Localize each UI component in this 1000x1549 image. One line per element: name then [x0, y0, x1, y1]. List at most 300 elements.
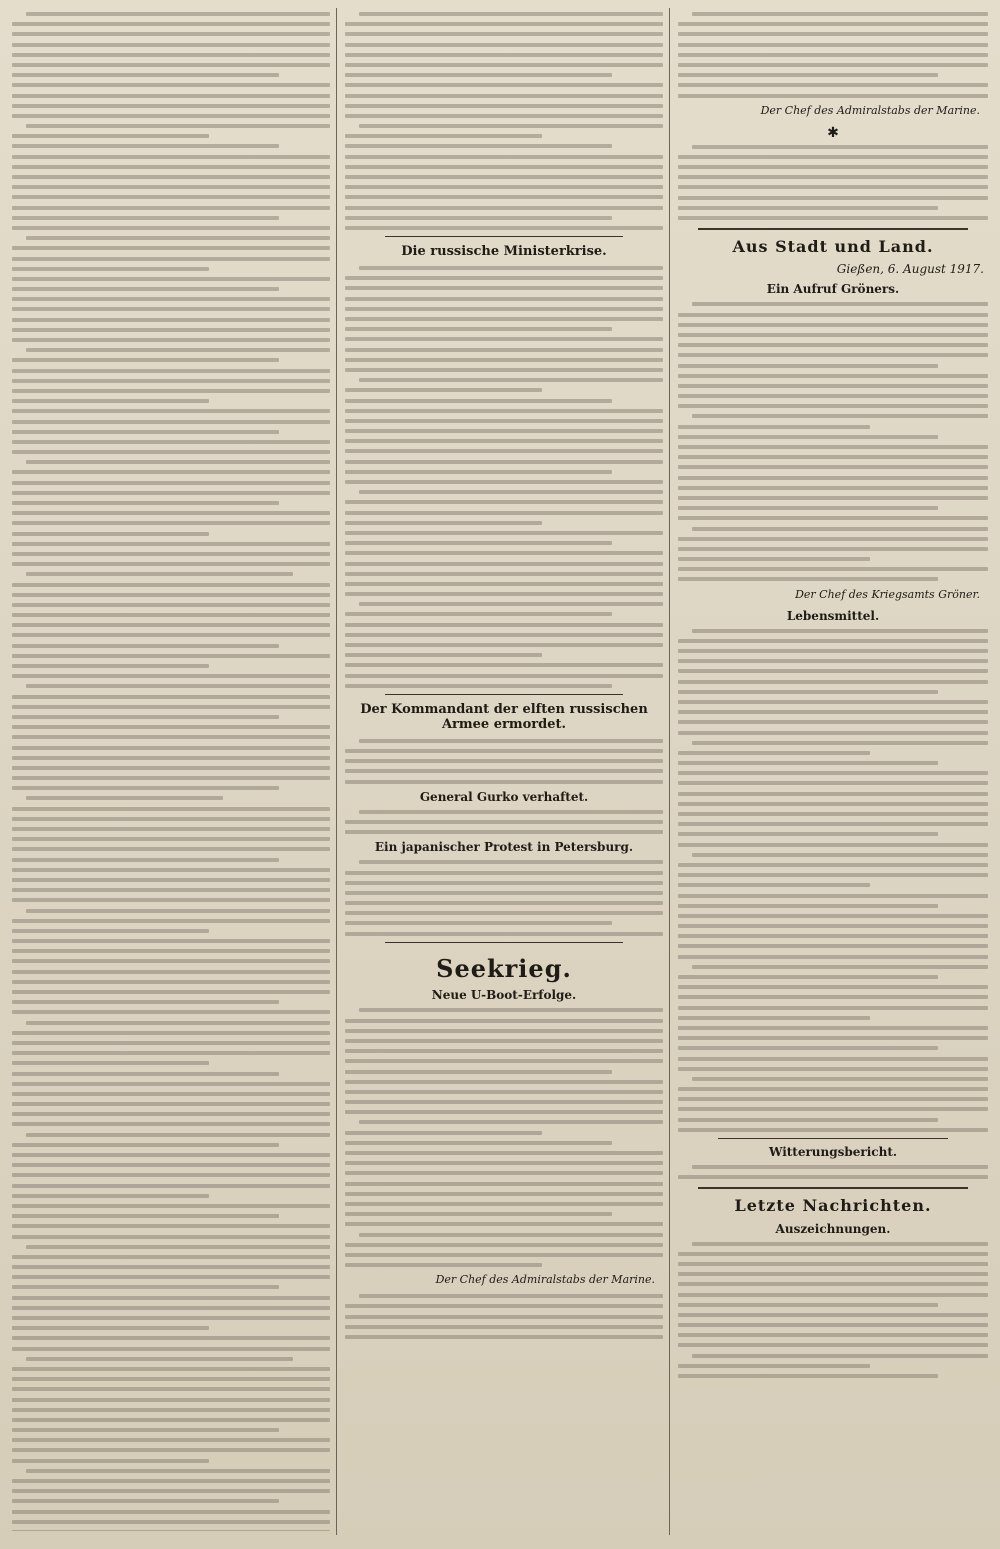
text-line-placeholder — [345, 932, 663, 936]
text-line-placeholder — [359, 378, 663, 382]
text-line-placeholder — [12, 195, 330, 199]
text-line-placeholder — [359, 124, 663, 128]
star-separator: ✱ — [827, 124, 839, 141]
text-line-placeholder — [12, 1000, 279, 1004]
text-line-placeholder — [678, 557, 870, 561]
text-line-placeholder — [678, 832, 938, 836]
text-line-placeholder — [345, 749, 663, 753]
text-line-placeholder — [678, 1313, 988, 1317]
text-line-placeholder — [345, 1100, 663, 1104]
text-line-placeholder — [12, 1265, 330, 1269]
text-line-placeholder — [12, 1408, 330, 1412]
text-line-placeholder — [12, 735, 330, 739]
text-line-placeholder — [345, 663, 663, 667]
text-line-placeholder — [345, 480, 663, 484]
text-line-placeholder — [345, 134, 542, 138]
column-left — [6, 12, 336, 1531]
text-line-placeholder — [12, 1387, 330, 1391]
text-line-placeholder — [678, 700, 988, 704]
text-line-placeholder — [345, 43, 663, 47]
text-line-placeholder — [345, 195, 663, 199]
text-line-placeholder — [12, 257, 330, 261]
text-line-placeholder — [12, 603, 330, 607]
text-line-placeholder — [26, 909, 330, 913]
text-line-placeholder — [678, 185, 988, 189]
text-line-placeholder — [12, 1153, 330, 1157]
text-line-placeholder — [345, 53, 663, 57]
text-line-placeholder — [678, 496, 988, 500]
text-line-placeholder — [12, 134, 209, 138]
text-line-placeholder — [345, 419, 663, 423]
text-line-placeholder — [345, 22, 663, 26]
text-line-placeholder — [678, 894, 988, 898]
text-line-placeholder — [12, 583, 330, 587]
text-line-placeholder — [12, 1214, 279, 1218]
text-line-placeholder — [678, 781, 988, 785]
text-line-placeholder — [345, 1315, 663, 1319]
text-line-placeholder — [345, 470, 612, 474]
text-line-placeholder — [345, 1131, 542, 1135]
divider — [698, 228, 968, 230]
text-line-placeholder — [345, 1171, 663, 1175]
text-line-placeholder — [345, 769, 663, 773]
text-line-placeholder — [678, 1036, 988, 1040]
text-line-placeholder — [12, 1204, 330, 1208]
text-line-placeholder — [12, 532, 209, 536]
text-line-placeholder — [345, 1059, 663, 1063]
text-line-placeholder — [678, 32, 988, 36]
text-line-placeholder — [345, 449, 663, 453]
text-line-placeholder — [12, 746, 330, 750]
text-line-placeholder — [12, 949, 330, 953]
text-line-placeholder — [345, 307, 663, 311]
text-line-placeholder — [345, 317, 663, 321]
text-line-placeholder — [345, 226, 663, 230]
text-line-placeholder — [345, 684, 612, 688]
text-line-placeholder — [345, 551, 663, 555]
text-line-placeholder — [12, 32, 330, 36]
text-line-placeholder — [678, 1128, 988, 1132]
text-line-placeholder — [345, 1182, 663, 1186]
text-line-placeholder — [678, 516, 988, 520]
text-line-placeholder — [678, 1364, 870, 1368]
text-line-placeholder — [678, 680, 988, 684]
text-line-placeholder — [692, 414, 988, 418]
text-line-placeholder — [678, 1333, 988, 1337]
article-body — [345, 739, 663, 784]
text-line-placeholder — [12, 1448, 330, 1452]
text-line-placeholder — [678, 863, 988, 867]
text-line-placeholder — [678, 196, 988, 200]
headline-protest: Ein japanischer Protest in Petersburg. — [374, 840, 634, 855]
text-line-placeholder — [12, 705, 330, 709]
text-line-placeholder — [12, 766, 330, 770]
text-line-placeholder — [359, 490, 663, 494]
text-line-placeholder — [26, 124, 330, 128]
text-line-placeholder — [345, 891, 663, 895]
text-line-placeholder — [678, 486, 988, 490]
text-line-placeholder — [345, 1141, 612, 1145]
text-line-placeholder — [678, 323, 988, 327]
text-line-placeholder — [345, 1202, 663, 1206]
text-line-placeholder — [12, 297, 330, 301]
text-line-placeholder — [12, 114, 330, 118]
text-line-placeholder — [12, 287, 279, 291]
text-line-placeholder — [26, 1469, 330, 1473]
text-line-placeholder — [12, 104, 330, 108]
text-line-placeholder — [345, 881, 663, 885]
article-body — [678, 629, 988, 1132]
text-line-placeholder — [678, 995, 988, 999]
text-line-placeholder — [345, 1304, 663, 1308]
text-line-placeholder — [678, 690, 938, 694]
text-line-placeholder — [678, 22, 988, 26]
text-line-placeholder — [678, 792, 988, 796]
text-line-placeholder — [12, 644, 279, 648]
text-line-placeholder — [345, 206, 663, 210]
text-line-placeholder — [12, 664, 209, 668]
column-middle — [339, 12, 669, 1531]
text-line-placeholder — [12, 1163, 330, 1167]
text-line-placeholder — [12, 83, 330, 87]
text-line-placeholder — [12, 695, 330, 699]
text-line-placeholder — [12, 623, 330, 627]
text-line-placeholder — [345, 1029, 663, 1033]
text-line-placeholder — [345, 1049, 663, 1053]
text-line-placeholder — [12, 409, 330, 413]
text-line-placeholder — [12, 43, 330, 47]
text-line-placeholder — [345, 521, 542, 525]
text-line-placeholder — [345, 94, 663, 98]
text-line-placeholder — [12, 1224, 330, 1228]
text-line-placeholder — [12, 1102, 330, 1106]
text-line-placeholder — [345, 1070, 612, 1074]
article-body — [678, 145, 988, 220]
text-line-placeholder — [12, 1112, 330, 1116]
text-line-placeholder — [678, 751, 870, 755]
text-line-placeholder — [345, 541, 612, 545]
text-line-placeholder — [12, 939, 330, 943]
text-line-placeholder — [12, 1367, 330, 1371]
text-line-placeholder — [678, 1016, 870, 1020]
text-line-placeholder — [345, 562, 663, 566]
text-line-placeholder — [12, 185, 330, 189]
text-line-placeholder — [12, 613, 330, 617]
text-line-placeholder — [12, 1520, 330, 1524]
text-line-placeholder — [12, 990, 330, 994]
text-line-placeholder — [12, 144, 279, 148]
text-line-placeholder — [678, 343, 988, 347]
text-line-placeholder — [12, 1051, 330, 1055]
text-line-placeholder — [678, 975, 938, 979]
text-line-placeholder — [345, 32, 663, 36]
text-line-placeholder — [678, 1006, 988, 1010]
text-line-placeholder — [345, 144, 612, 148]
text-line-placeholder — [12, 542, 330, 546]
divider — [385, 236, 623, 237]
column-rule — [336, 8, 337, 1535]
text-line-placeholder — [678, 83, 988, 87]
text-line-placeholder — [678, 1097, 988, 1101]
text-line-placeholder — [12, 1530, 330, 1531]
text-line-placeholder — [345, 1090, 663, 1094]
divider — [385, 942, 623, 943]
article-body — [678, 1165, 988, 1179]
text-line-placeholder — [12, 73, 279, 77]
text-line-placeholder — [692, 1165, 988, 1169]
text-line-placeholder — [678, 1303, 938, 1307]
text-line-placeholder — [12, 868, 330, 872]
text-line-placeholder — [345, 1080, 663, 1084]
text-line-placeholder — [692, 741, 988, 745]
text-line-placeholder — [12, 1285, 279, 1289]
text-line-placeholder — [345, 1110, 663, 1114]
article-body — [345, 12, 663, 230]
text-line-placeholder — [12, 593, 330, 597]
text-line-placeholder — [12, 1092, 330, 1096]
text-line-placeholder — [678, 94, 988, 98]
text-line-placeholder — [12, 53, 330, 57]
text-line-placeholder — [12, 155, 330, 159]
text-line-placeholder — [692, 1242, 988, 1246]
divider — [718, 1138, 948, 1139]
text-line-placeholder — [359, 739, 663, 743]
text-line-placeholder — [678, 175, 988, 179]
text-line-placeholder — [345, 155, 663, 159]
text-line-placeholder — [345, 1039, 663, 1043]
text-line-placeholder — [12, 1479, 330, 1483]
text-line-placeholder — [678, 955, 988, 959]
text-line-placeholder — [12, 1143, 279, 1147]
text-line-placeholder — [678, 1252, 988, 1256]
text-line-placeholder — [26, 236, 330, 240]
text-line-placeholder — [345, 358, 663, 362]
text-line-placeholder — [678, 353, 988, 357]
text-line-placeholder — [12, 165, 330, 169]
text-line-placeholder — [26, 1357, 293, 1361]
text-line-placeholder — [678, 914, 988, 918]
dateline-giessen: Gießen, 6. August 1917. — [836, 262, 984, 277]
text-line-placeholder — [12, 1031, 330, 1035]
text-line-placeholder — [678, 1118, 938, 1122]
text-line-placeholder — [26, 572, 293, 576]
text-line-placeholder — [345, 276, 663, 280]
text-line-placeholder — [12, 1041, 330, 1045]
text-line-placeholder — [345, 1019, 663, 1023]
article-body — [678, 1242, 988, 1378]
text-line-placeholder — [678, 1323, 988, 1327]
text-line-placeholder — [12, 63, 330, 67]
text-line-placeholder — [12, 94, 330, 98]
text-line-placeholder — [345, 1243, 663, 1247]
text-line-placeholder — [12, 277, 330, 281]
text-line-placeholder — [345, 388, 542, 392]
text-line-placeholder — [678, 506, 938, 510]
text-line-placeholder — [678, 404, 988, 408]
text-line-placeholder — [345, 1263, 542, 1267]
text-line-placeholder — [12, 1489, 330, 1493]
text-line-placeholder — [345, 623, 663, 627]
article-body — [678, 12, 988, 98]
text-line-placeholder — [12, 501, 279, 505]
text-line-placeholder — [345, 780, 663, 784]
text-line-placeholder — [345, 409, 663, 413]
text-line-placeholder — [12, 1275, 330, 1279]
text-line-placeholder — [12, 450, 330, 454]
text-line-placeholder — [26, 1245, 330, 1249]
text-line-placeholder — [26, 1021, 330, 1025]
article-body — [345, 1008, 663, 1267]
headline-wetter: Witterungsbericht. — [768, 1145, 898, 1160]
text-line-placeholder — [345, 1212, 612, 1216]
text-line-placeholder — [345, 114, 663, 118]
text-line-placeholder — [12, 1235, 330, 1239]
text-line-placeholder — [12, 715, 279, 719]
text-line-placeholder — [12, 399, 209, 403]
headline-auszeichnungen: Auszeichnungen. — [775, 1221, 891, 1236]
text-line-placeholder — [12, 1082, 330, 1086]
text-line-placeholder — [12, 786, 279, 790]
text-line-placeholder — [678, 710, 988, 714]
text-line-placeholder — [678, 1087, 988, 1091]
text-line-placeholder — [12, 1510, 330, 1514]
text-line-placeholder — [678, 639, 988, 643]
text-line-placeholder — [12, 481, 330, 485]
text-line-placeholder — [12, 1184, 330, 1188]
text-line-placeholder — [678, 206, 938, 210]
text-line-placeholder — [12, 511, 330, 515]
text-line-placeholder — [12, 552, 330, 556]
text-line-placeholder — [12, 1072, 279, 1076]
text-line-placeholder — [678, 822, 988, 826]
headline-ministerkrise: Die russische Ministerkrise. — [401, 244, 607, 260]
text-line-placeholder — [12, 888, 330, 892]
text-line-placeholder — [12, 654, 330, 658]
text-line-placeholder — [12, 420, 330, 424]
divider — [698, 1187, 968, 1189]
text-line-placeholder — [12, 817, 330, 821]
text-line-placeholder — [12, 898, 330, 902]
text-line-placeholder — [12, 1418, 330, 1422]
text-line-placeholder — [345, 297, 663, 301]
text-line-placeholder — [359, 810, 663, 814]
text-line-placeholder — [345, 500, 663, 504]
text-line-placeholder — [345, 759, 663, 763]
text-line-placeholder — [678, 1067, 988, 1071]
text-line-placeholder — [359, 602, 663, 606]
text-line-placeholder — [692, 12, 988, 16]
text-line-placeholder — [692, 145, 988, 149]
text-line-placeholder — [12, 1173, 330, 1177]
text-line-placeholder — [678, 1293, 988, 1297]
text-line-placeholder — [345, 165, 663, 169]
text-line-placeholder — [12, 206, 330, 210]
text-line-placeholder — [359, 1233, 663, 1237]
text-line-placeholder — [345, 572, 663, 576]
text-line-placeholder — [12, 389, 330, 393]
signature-admiral-2: Der Chef des Admiralstabs der Marine. — [760, 103, 980, 117]
text-line-placeholder — [678, 1175, 988, 1179]
text-line-placeholder — [12, 1326, 209, 1330]
text-line-placeholder — [26, 796, 223, 800]
text-line-placeholder — [359, 12, 663, 16]
signature-groener: Der Chef des Kriegsamts Gröner. — [795, 587, 980, 601]
text-line-placeholder — [345, 1192, 663, 1196]
text-line-placeholder — [678, 374, 988, 378]
headline-u-boot: Neue U-Boot-Erfolge. — [431, 988, 577, 1003]
text-line-placeholder — [345, 921, 612, 925]
text-line-placeholder — [12, 1347, 330, 1351]
text-line-placeholder — [678, 873, 988, 877]
text-line-placeholder — [678, 165, 988, 169]
text-line-placeholder — [26, 1133, 330, 1137]
headline-lebensmittel: Lebensmittel. — [786, 608, 880, 623]
text-line-placeholder — [678, 333, 988, 337]
text-line-placeholder — [345, 286, 663, 290]
text-line-placeholder — [345, 429, 663, 433]
text-line-placeholder — [692, 629, 988, 633]
text-line-placeholder — [692, 965, 988, 969]
text-line-placeholder — [345, 439, 663, 443]
text-line-placeholder — [692, 302, 988, 306]
article-body — [345, 860, 663, 935]
text-line-placeholder — [678, 216, 988, 220]
text-line-placeholder — [26, 684, 330, 688]
text-line-placeholder — [678, 771, 988, 775]
text-line-placeholder — [678, 720, 988, 724]
text-line-placeholder — [678, 155, 988, 159]
text-line-placeholder — [678, 425, 870, 429]
text-line-placeholder — [678, 1272, 988, 1276]
text-line-placeholder — [345, 653, 542, 657]
text-line-placeholder — [12, 318, 330, 322]
article-body — [12, 12, 330, 1531]
text-line-placeholder — [678, 547, 988, 551]
article-body — [345, 810, 663, 834]
text-line-placeholder — [345, 368, 663, 372]
text-line-placeholder — [12, 674, 330, 678]
text-line-placeholder — [12, 1255, 330, 1259]
text-line-placeholder — [12, 959, 330, 963]
text-line-placeholder — [12, 878, 330, 882]
text-line-placeholder — [345, 460, 663, 464]
text-line-placeholder — [26, 348, 330, 352]
text-line-placeholder — [678, 904, 938, 908]
text-line-placeholder — [345, 337, 663, 341]
text-line-placeholder — [12, 633, 330, 637]
text-line-placeholder — [12, 521, 330, 525]
text-line-placeholder — [12, 776, 330, 780]
headline-kommandant: Der Kommandant der elften russischen Armee ermordet. — [360, 701, 648, 732]
text-line-placeholder — [12, 929, 209, 933]
text-line-placeholder — [678, 73, 938, 77]
text-line-placeholder — [692, 1354, 988, 1358]
text-line-placeholder — [345, 73, 612, 77]
text-line-placeholder — [678, 384, 988, 388]
text-line-placeholder — [345, 643, 663, 647]
headline-gurko: General Gurko verhaftet. — [419, 789, 589, 804]
text-line-placeholder — [345, 612, 612, 616]
text-line-placeholder — [345, 399, 612, 403]
text-line-placeholder — [12, 1194, 209, 1198]
text-line-placeholder — [359, 1008, 663, 1012]
text-line-placeholder — [12, 369, 330, 373]
text-line-placeholder — [345, 633, 663, 637]
text-line-placeholder — [345, 216, 612, 220]
text-line-placeholder — [678, 364, 938, 368]
text-line-placeholder — [359, 1120, 663, 1124]
text-line-placeholder — [12, 858, 279, 862]
